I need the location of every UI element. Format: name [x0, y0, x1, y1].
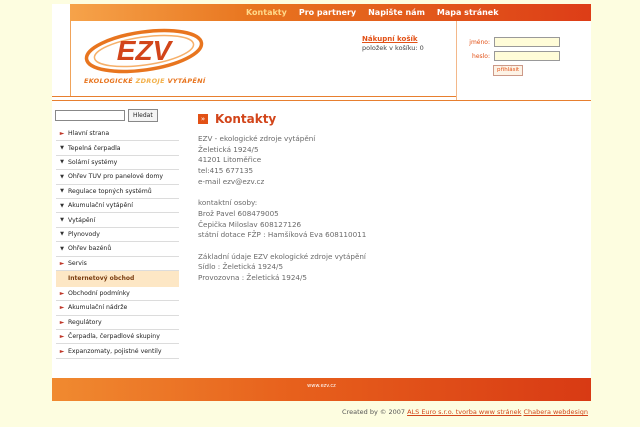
- contact-line: Provozovna : Želetická 1924/5: [198, 273, 307, 283]
- contact-line: Čepička Miloslav 608127126: [198, 219, 302, 229]
- password-label: heslo:: [472, 52, 490, 60]
- contact-line: EZV - ekologické zdroje vytápění: [198, 134, 316, 143]
- login-button[interactable]: přihlásit: [493, 65, 523, 76]
- username-label: jméno:: [469, 38, 490, 46]
- contact-line: Základní údaje EZV ekologické zdroje vytápění: [198, 251, 366, 261]
- divider: [52, 100, 591, 101]
- contact-line: 41201 Litoměřice: [198, 155, 262, 165]
- page: [52, 4, 591, 401]
- footer-url: www.ezv.cz: [307, 383, 336, 389]
- footer-bar: [52, 378, 591, 401]
- arrow-right-icon: ►: [59, 304, 65, 312]
- contact-info: [198, 134, 366, 284]
- content-header: [198, 112, 276, 126]
- top-nav: [70, 4, 591, 21]
- arrow-right-icon: ►: [59, 347, 65, 355]
- arrow-right-icon: ►: [59, 333, 65, 341]
- menu-item-expanzomaty[interactable]: ► Expanzomaty, pojistné ventily: [56, 344, 179, 358]
- menu-item-hlavni-strana[interactable]: ► Hlavní strana: [56, 127, 179, 141]
- username-row: [466, 37, 560, 47]
- cart-link[interactable]: Nákupní košík: [362, 35, 418, 43]
- arrow-right-icon: ►: [59, 130, 65, 138]
- arrow-down-icon: ▼: [60, 217, 64, 224]
- page-title: Kontakty: [215, 112, 277, 126]
- username-input[interactable]: [494, 37, 560, 47]
- menu-item-cerpadla[interactable]: ► Čerpadla, čerpadlové skupiny: [56, 330, 179, 344]
- menu-item-regulatory[interactable]: ► Regulátory: [56, 316, 179, 330]
- divider: [456, 21, 457, 100]
- nav-kontakty[interactable]: Kontakty: [246, 8, 287, 17]
- password-row: [466, 51, 560, 61]
- search-button[interactable]: Hledat: [128, 109, 158, 122]
- arrow-right-icon: ►: [59, 259, 65, 267]
- contact-line: tel:415 677135: [198, 166, 254, 176]
- arrow-down-icon: ▼: [60, 173, 64, 180]
- menu-item-regulace[interactable]: ▼ Regulace topných systémů: [56, 185, 179, 199]
- arrow-down-icon: ▼: [60, 159, 64, 166]
- menu-item-akumulacni-nadrze[interactable]: ► Akumulační nádrže: [56, 301, 179, 315]
- nav-mapa-stranek[interactable]: Mapa stránek: [436, 8, 499, 17]
- password-input[interactable]: [494, 51, 560, 61]
- contact-line: státní dotace FŽP : Hamšíková Eva 608110011: [198, 230, 367, 240]
- credit-link-als[interactable]: ALS Euro s.r.o. tvorba www stránek: [407, 408, 522, 416]
- menu-item-akumulacni-vytapeni[interactable]: ▼ Akumulační vytápění: [56, 199, 179, 213]
- logo-subtitle: EKOLOGICKÉ ZDROJE VYTÁPĚNÍ: [84, 77, 206, 85]
- contact-line: e-mail ezv@ezv.cz: [198, 176, 265, 186]
- contact-line: Brož Pavel 608479005: [198, 208, 279, 218]
- menu-item-vytapeni[interactable]: ▼ Vytápění: [56, 213, 179, 227]
- nav-napiste-nam[interactable]: Napište nám: [368, 8, 425, 17]
- cart-count: položek v košíku: 0: [362, 44, 424, 52]
- menu-item-solarni-systemy[interactable]: ▼ Solární systémy: [56, 156, 179, 170]
- arrow-right-icon: »: [198, 114, 208, 124]
- sidebar-menu: [56, 127, 179, 359]
- arrow-down-icon: ▼: [60, 188, 64, 195]
- contact-line: Sídlo : Želetická 1924/5: [198, 262, 284, 272]
- contact-line: kontaktní osoby:: [198, 198, 258, 208]
- divider: [70, 21, 71, 96]
- arrow-down-icon: ▼: [60, 145, 64, 152]
- arrow-right-icon: ►: [59, 318, 65, 326]
- search-input[interactable]: [55, 110, 125, 121]
- contact-line: Želetická 1924/5: [198, 144, 259, 154]
- arrow-down-icon: ▼: [60, 245, 64, 252]
- arrow-down-icon: ▼: [60, 202, 64, 209]
- menu-item-tepelna-cerpadla[interactable]: ▼ Tepelná čerpadla: [56, 141, 179, 155]
- svg-text:EZV: EZV: [116, 35, 172, 66]
- nav-pro-partnery[interactable]: Pro partnery: [298, 8, 357, 17]
- arrow-down-icon: ▼: [60, 231, 64, 238]
- shopping-cart: [362, 35, 424, 52]
- menu-item-ohrev-tuv[interactable]: ▼ Ohřev TUV pro panelové domy: [56, 170, 179, 184]
- menu-item-plynovody[interactable]: ▼ Plynovody: [56, 228, 179, 242]
- credit-link-chabera[interactable]: Chabera webdesign: [523, 408, 588, 416]
- menu-item-obchodni-podminky[interactable]: ► Obchodní podmínky: [56, 287, 179, 301]
- menu-item-ohrev-bazenu[interactable]: ▼ Ohřev bazénů: [56, 242, 179, 256]
- menu-item-servis[interactable]: ► Servis: [56, 257, 179, 271]
- divider: [52, 96, 456, 97]
- credits: Created by © 2007 ALS Euro s.r.o. tvorba www stránek Chabera webdesign: [342, 408, 588, 416]
- section-internetovy-obchod: Internetový obchod: [56, 271, 179, 287]
- arrow-right-icon: ►: [59, 290, 65, 298]
